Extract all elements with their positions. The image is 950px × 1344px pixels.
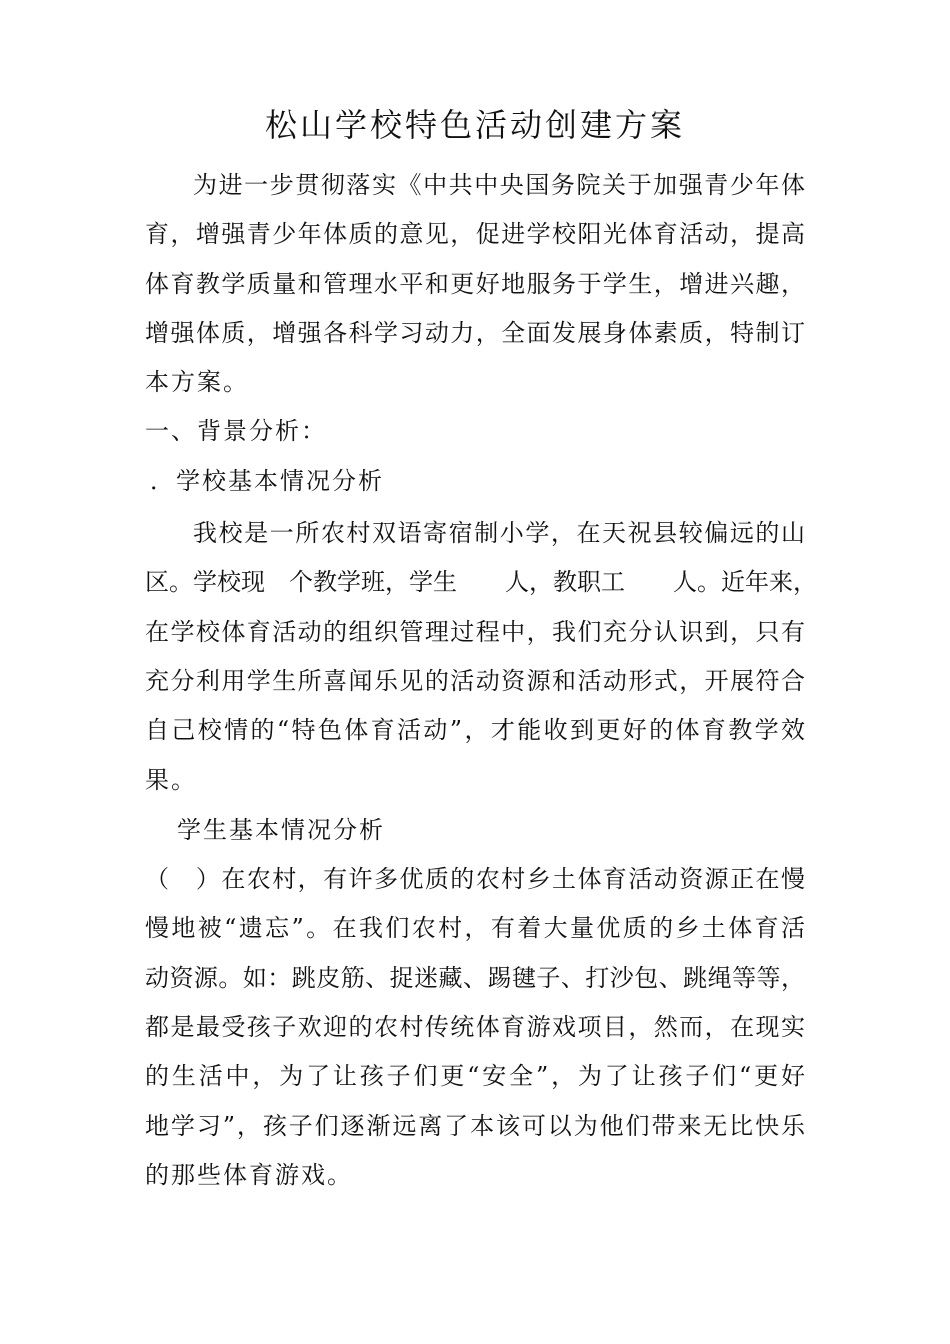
document-title: 松山学校特色活动创建方案 <box>264 106 685 144</box>
subheading-student-analysis: 学生基本情况分析 <box>177 816 385 844</box>
subheading-school-analysis: ．学校基本情况分析 <box>150 467 384 495</box>
school-line-2: 区。学校现 个教学班，学生 人，教职工 人。近年来， <box>145 568 817 596</box>
student-line-3: 动资源。如：跳皮筋、捉迷藏、踢毽子、打沙包、跳绳等等， <box>145 964 805 992</box>
school-line-6: 果。 <box>145 766 197 794</box>
student-line-5: 的生活中，为了让孩子们更“安全”，为了让孩子们“更好 <box>145 1062 805 1090</box>
school-line-4: 充分利用学生所喜闻乐见的活动资源和活动形式，开展符合 <box>145 667 805 695</box>
intro-line-2: 育，增强青少年体质的意见，促进学校阳光体育活动，提高 <box>145 220 805 248</box>
student-line-7: 的那些体育游戏。 <box>145 1161 353 1189</box>
student-line-2: 慢地被“遗忘”。在我们农村，有着大量优质的乡土体育活 <box>145 914 805 942</box>
student-line-4: 都是最受孩子欢迎的农村传统体育游戏项目，然而，在现实 <box>145 1013 805 1041</box>
student-line-1: （ ）在农村，有许多优质的农村乡土体育活动资源正在慢 <box>145 865 805 893</box>
student-line-6: 地学习”，孩子们逐渐远离了本该可以为他们带来无比快乐 <box>145 1112 805 1140</box>
school-line-1: 我校是一所农村双语寄宿制小学，在天祝县较偏远的山 <box>193 519 805 547</box>
school-line-5: 自己校情的“特色体育活动”，才能收到更好的体育教学效 <box>145 716 805 744</box>
school-line-3: 在学校体育活动的组织管理过程中，我们充分认识到，只有 <box>145 618 805 646</box>
intro-line-3: 体育教学质量和管理水平和更好地服务于学生，增进兴趣， <box>145 270 805 298</box>
intro-line-4: 增强体质，增强各科学习动力，全面发展身体素质，特制订 <box>145 319 805 347</box>
section-heading-background: 一、背景分析： <box>145 417 327 445</box>
intro-line-1: 为进一步贯彻落实《中共中央国务院关于加强青少年体 <box>193 171 805 199</box>
intro-line-5: 本方案。 <box>145 368 249 396</box>
